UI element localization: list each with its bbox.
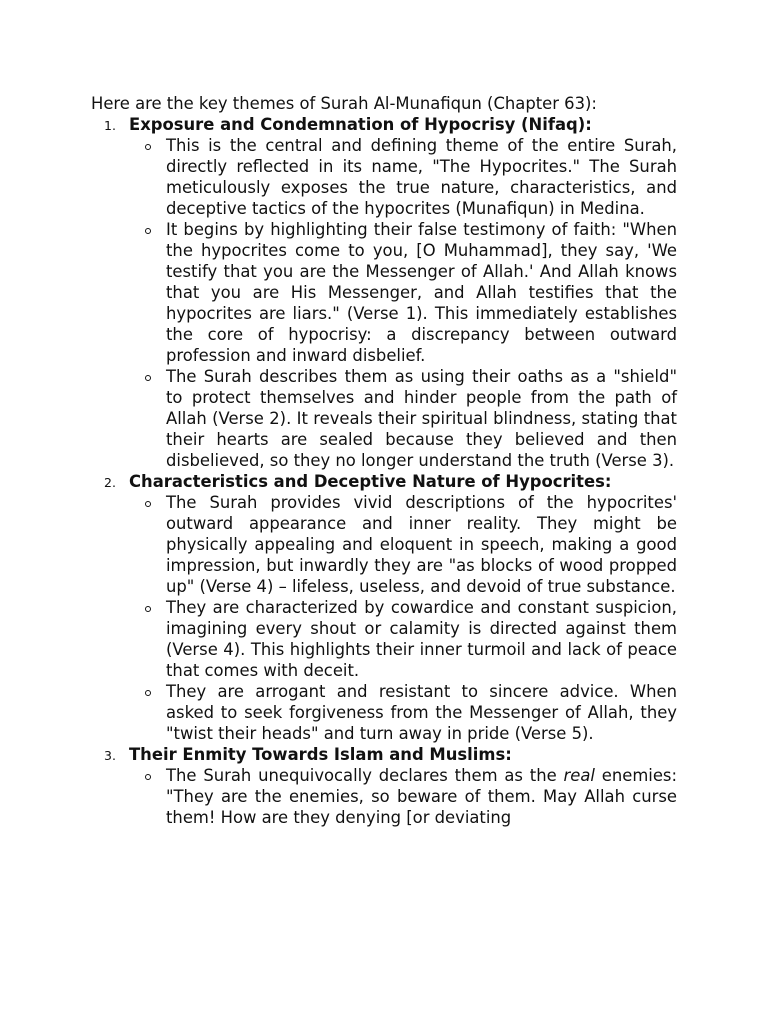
point-item xyxy=(129,765,677,828)
point-item xyxy=(129,135,677,219)
theme-item-2 xyxy=(91,471,677,744)
point-item xyxy=(129,597,677,681)
themes-list xyxy=(91,114,677,828)
point-text: They are arrogant and resistant to sincere advice. When asked to seek forgiveness from the Messenger of Allah, they "twist their heads" and turn away in pride (Verse 5). xyxy=(166,682,677,743)
point-text: They are characterized by cowardice and constant suspicion, imagining every shout or calamity is directed against them (Verse 4). This highlights their inner turmoil and lack of peace that comes with deceit. xyxy=(166,598,677,680)
theme-title: Characteristics and Deceptive Nature of Hypocrites: xyxy=(129,472,612,491)
point-item xyxy=(129,492,677,597)
theme-number: 2. xyxy=(104,475,116,490)
point-item xyxy=(129,366,677,471)
point-text: The Surah provides vivid descriptions of the hypocrites' outward appearance and inner reality. They might be physically appealing and eloquent in speech, making a good impression, but inwardly they are "as blocks of wood propped up" (Verse 4) – lifeless, useless, and devoid of true substance. xyxy=(166,493,677,596)
point-text-italic: real xyxy=(563,766,595,785)
intro-text: Here are the key themes of Surah Al-Munafiqun (Chapter 63): xyxy=(91,94,597,113)
document-body xyxy=(91,93,677,828)
theme-points xyxy=(129,765,677,828)
theme-number: 1. xyxy=(104,118,116,133)
theme-points xyxy=(129,135,677,471)
point-text: The Surah describes them as using their oaths as a "shield" to protect themselves and hinder people from the path of Allah (Verse 2). It reveals their spiritual blindness, stating that their hearts are sealed because they believed and then disbelieved, so they no longer understand the truth (Verse 3). xyxy=(166,367,677,470)
point-text-after-italic: enemies: "They are the enemies, so beware of them. May Allah curse them! How are they denying [or deviating xyxy=(166,766,677,827)
point-text: This is the central and defining theme of the entire Surah, directly reflected in its name, "The Hypocrites." The Surah meticulously exposes the true nature, characteristics, and deceptive tactics of the hypocrites (Munafiqun) in Medina. xyxy=(166,136,677,218)
theme-item-1 xyxy=(91,114,677,471)
point-item xyxy=(129,681,677,744)
theme-number: 3. xyxy=(104,748,116,763)
theme-points xyxy=(129,492,677,744)
theme-title: Their Enmity Towards Islam and Muslims: xyxy=(129,745,512,764)
point-text: It begins by highlighting their false testimony of faith: "When the hypocrites come to you, [O Muhammad], they say, 'We testify that you are the Messenger of Allah.' And Allah knows that you are His Messenger, and Allah testifies that the hypocrites are liars." (Verse 1). This immediately establishes the core of hypocrisy: a discrepancy between outward profession and inward disbelief. xyxy=(166,220,677,365)
point-item xyxy=(129,219,677,366)
theme-item-3 xyxy=(91,744,677,828)
theme-title: Exposure and Condemnation of Hypocrisy (Nifaq): xyxy=(129,115,592,134)
point-text-before-italic: The Surah unequivocally declares them as the xyxy=(166,766,564,785)
